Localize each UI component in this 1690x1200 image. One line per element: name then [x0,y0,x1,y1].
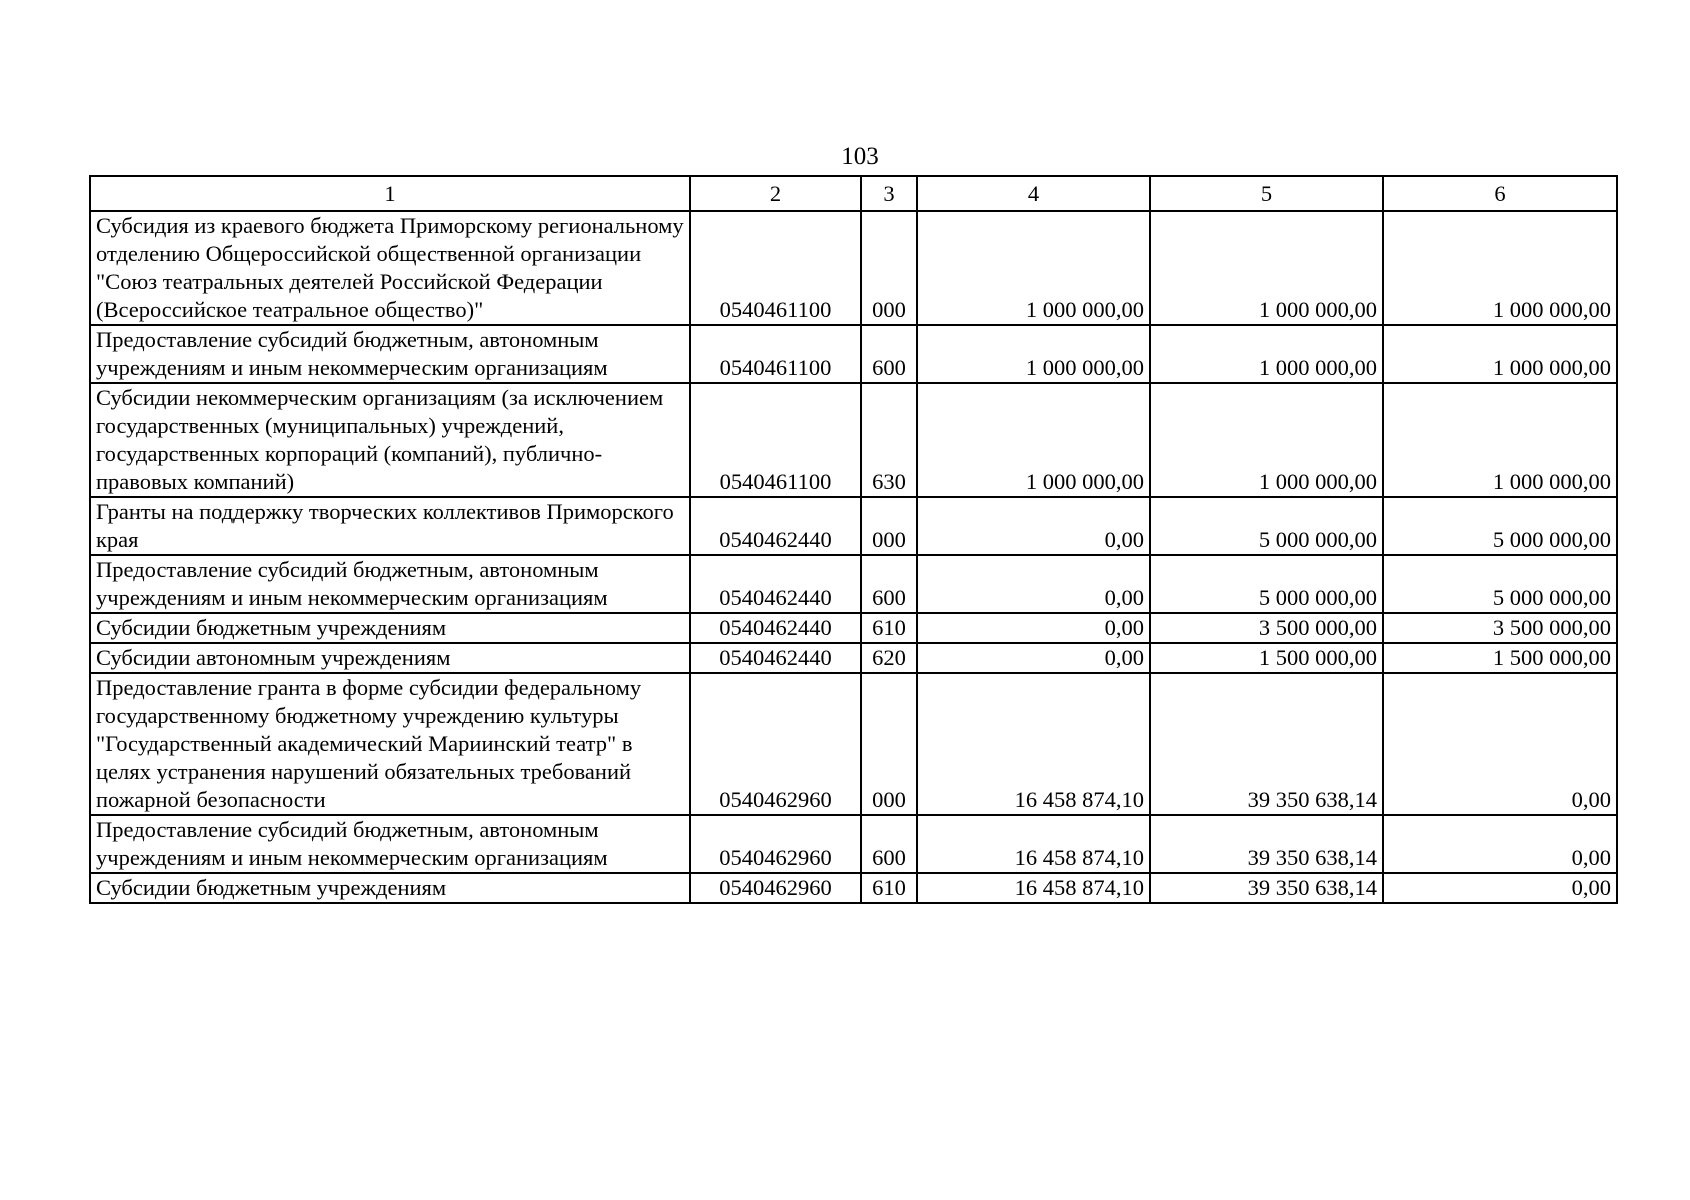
row-name: Субсидии автономным учреждениям [90,643,690,673]
table-row [90,673,1617,815]
row-expense-kind: 610 [861,873,917,903]
row-expense-kind: 600 [861,815,917,873]
row-target-code: 0540462960 [690,815,861,873]
row-name: Предоставление субсидий бюджетным, автономным учреждениям и иным некоммерческим организациям [90,325,690,383]
header-cell-4: 4 [917,176,1150,211]
row-target-code: 0540462440 [690,613,861,643]
row-amount-col6: 1 000 000,00 [1383,211,1617,325]
row-amount-col6: 5 000 000,00 [1383,497,1617,555]
row-amount-col4: 1 000 000,00 [917,383,1150,497]
table-row [90,815,1617,873]
row-amount-col6: 5 000 000,00 [1383,555,1617,613]
row-amount-col5: 5 000 000,00 [1150,555,1383,613]
row-expense-kind: 630 [861,383,917,497]
budget-table [89,175,1618,904]
row-target-code: 0540462440 [690,555,861,613]
row-amount-col4: 1 000 000,00 [917,325,1150,383]
row-amount-col5: 1 000 000,00 [1150,383,1383,497]
row-expense-kind: 600 [861,325,917,383]
row-target-code: 0540462960 [690,673,861,815]
row-amount-col5: 39 350 638,14 [1150,873,1383,903]
row-amount-col4: 0,00 [917,555,1150,613]
row-expense-kind: 610 [861,613,917,643]
table-row [90,873,1617,903]
row-amount-col4: 16 458 874,10 [917,815,1150,873]
row-amount-col6: 3 500 000,00 [1383,613,1617,643]
row-amount-col5: 39 350 638,14 [1150,815,1383,873]
row-name: Субсидии бюджетным учреждениям [90,873,690,903]
row-target-code: 0540461100 [690,325,861,383]
header-row [90,176,1617,211]
row-name: Предоставление субсидий бюджетным, автономным учреждениям и иным некоммерческим организациям [90,555,690,613]
row-amount-col6: 0,00 [1383,815,1617,873]
row-amount-col4: 0,00 [917,497,1150,555]
table-row [90,497,1617,555]
row-amount-col5: 1 000 000,00 [1150,211,1383,325]
row-amount-col5: 1 000 000,00 [1150,325,1383,383]
row-name: Субсидия из краевого бюджета Приморскому региональному отделению Общероссийской общественной организации "Союз театральных деятелей Российской Федерации (Всероссийское театральное общество)" [90,211,690,325]
row-name: Субсидии некоммерческим организациям (за исключением государственных (муниципальных) учреждений, государственных корпораций (компаний), публично-правовых компаний) [90,383,690,497]
row-amount-col6: 0,00 [1383,673,1617,815]
table-row [90,325,1617,383]
row-expense-kind: 620 [861,643,917,673]
row-name: Предоставление гранта в форме субсидии федеральному государственному бюджетному учреждению культуры "Государственный академический Мариинский театр" в целях устранения нарушений обязательных требований пожарной безопасности [90,673,690,815]
row-amount-col6: 1 000 000,00 [1383,325,1617,383]
table-row [90,613,1617,643]
row-amount-col5: 3 500 000,00 [1150,613,1383,643]
table-row [90,643,1617,673]
row-target-code: 0540462440 [690,643,861,673]
row-amount-col5: 1 500 000,00 [1150,643,1383,673]
row-name: Гранты на поддержку творческих коллективов Приморского края [90,497,690,555]
row-target-code: 0540461100 [690,211,861,325]
header-cell-5: 5 [1150,176,1383,211]
row-amount-col6: 0,00 [1383,873,1617,903]
page-number: 103 [841,143,879,170]
row-amount-col4: 16 458 874,10 [917,873,1150,903]
row-amount-col6: 1 500 000,00 [1383,643,1617,673]
row-target-code: 0540462440 [690,497,861,555]
row-target-code: 0540461100 [690,383,861,497]
row-expense-kind: 000 [861,211,917,325]
header-cell-1: 1 [90,176,690,211]
row-name: Субсидии бюджетным учреждениям [90,613,690,643]
row-amount-col4: 0,00 [917,613,1150,643]
row-expense-kind: 600 [861,555,917,613]
table-row [90,555,1617,613]
row-name: Предоставление субсидий бюджетным, автономным учреждениям и иным некоммерческим организациям [90,815,690,873]
table-row [90,383,1617,497]
row-expense-kind: 000 [861,673,917,815]
row-target-code: 0540462960 [690,873,861,903]
header-cell-3: 3 [861,176,917,211]
row-amount-col5: 5 000 000,00 [1150,497,1383,555]
row-amount-col4: 0,00 [917,643,1150,673]
header-cell-6: 6 [1383,176,1617,211]
row-expense-kind: 000 [861,497,917,555]
row-amount-col5: 39 350 638,14 [1150,673,1383,815]
row-amount-col4: 1 000 000,00 [917,211,1150,325]
row-amount-col6: 1 000 000,00 [1383,383,1617,497]
header-cell-2: 2 [690,176,861,211]
row-amount-col4: 16 458 874,10 [917,673,1150,815]
table-row [90,211,1617,325]
